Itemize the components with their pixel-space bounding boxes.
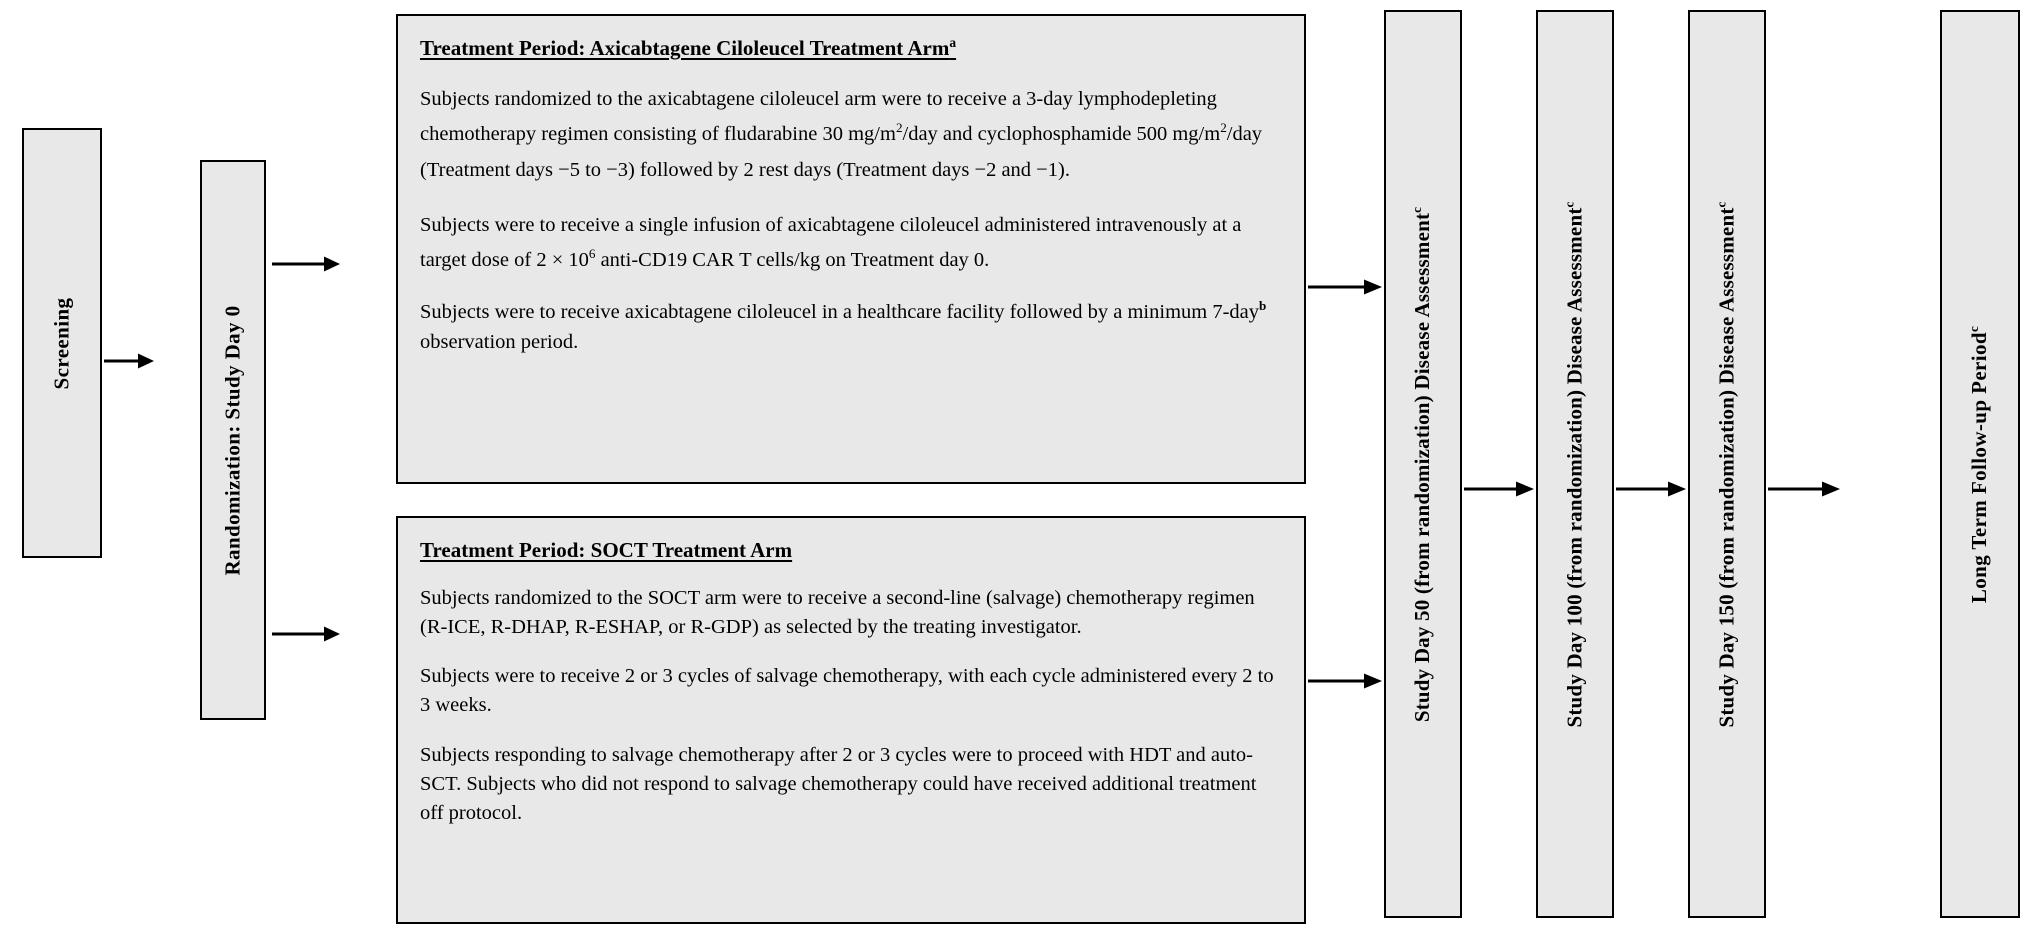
arrow-day150-to-longterm: [1768, 480, 1840, 498]
treatment-axicel-paragraph-3: Subjects were to receive axicabtagene ciloleucel in a healthcare facility followed by a minimum 7-day$^b$ observation period.: [420, 298, 1267, 353]
treatment-title-axicel-text: Treatment Period: Axicabtagene Ciloleucel Treatment Arm: [420, 36, 950, 60]
stage-label-long-term-followup: [1966, 325, 1992, 603]
stage-label-long-term-followup-footnote: c: [1966, 325, 1982, 332]
stage-label-day150-text: Study Day 150 (from randomization) Disease Assessment: [1714, 206, 1739, 728]
arrow-day100-to-day150: [1616, 480, 1686, 498]
treatment-box-axicel: [396, 14, 1306, 484]
stage-label-day150: [1713, 200, 1739, 728]
treatment-title-axicel-footnote: a: [949, 35, 957, 50]
arrow-randomization-to-axicel: [272, 255, 340, 273]
stage-label-day150-footnote: c: [1713, 200, 1729, 207]
stage-label-day50-text: Study Day 50 (from randomization) Disease Assessment: [1410, 212, 1435, 722]
arrow-day50-to-day100: [1464, 480, 1534, 498]
treatment-axicel-paragraph-2: Subjects were to receive a single infusion of axicabtagene ciloleucel administered intravenously at a target dose of $2 \times 10^6$ anti-CD19 CAR T cells/kg on Treatment day 0.: [420, 213, 1242, 272]
stage-label-screening: Screening: [49, 297, 74, 389]
treatment-title-axicel: [420, 36, 1282, 60]
treatment-axicel-paragraph-1: Subjects randomized to the axicabtagene ciloleucel arm were to receive a 3-day lymphodepleting chemotherapy regimen consisting of fludarabine 30 $mg/m^2$/day and cyclophosphamide 500 $mg/m^2$/day (Treatment days −5 to −3) followed by 2 rest days (Treatment days −2 and −1).: [420, 88, 1263, 181]
stage-box-day100: [1536, 10, 1614, 918]
treatment-soct-paragraph-1: Subjects randomized to the SOCT arm were to receive a second-line (salvage) chemotherapy regimen (R-ICE, R-DHAP, R-ESHAP, or R-GDP) as selected by the treating investigator.: [420, 587, 1255, 639]
stage-label-day100-text: Study Day 100 (from randomization) Disease Assessment: [1562, 206, 1587, 728]
stage-label-long-term-followup-text: Long Term Follow-up Period: [1967, 331, 1992, 603]
arrow-randomization-to-soct: [272, 625, 340, 643]
stage-box-day150: [1688, 10, 1766, 918]
stage-box-day50: [1384, 10, 1462, 918]
treatment-title-soct: [420, 538, 1282, 562]
treatment-soct-paragraph-3: Subjects responding to salvage chemotherapy after 2 or 3 cycles were to proceed with HDT and auto-SCT. Subjects who did not respond to salvage chemotherapy could have received additional treatment off protocol.: [420, 743, 1257, 824]
arrow-screening-to-randomization: [104, 352, 154, 370]
treatment-box-soct: [396, 516, 1306, 924]
stage-label-day50-footnote: c: [1409, 206, 1425, 213]
stage-label-day50: [1409, 206, 1435, 722]
stage-box-randomization: [200, 160, 266, 720]
arrow-axicel-to-day50: [1308, 278, 1382, 296]
treatment-soct-paragraph-2: Subjects were to receive 2 or 3 cycles of salvage chemotherapy, with each cycle administered every 2 to 3 weeks.: [420, 665, 1274, 717]
treatment-title-soct-text: Treatment Period: SOCT Treatment Arm: [420, 538, 793, 562]
stage-label-day100-footnote: c: [1561, 200, 1577, 207]
stage-label-day100: [1561, 200, 1587, 728]
stage-label-randomization: Randomization: Study Day 0: [220, 304, 245, 576]
stage-box-long-term-followup: [1940, 10, 2020, 918]
stage-box-screening: [22, 128, 102, 558]
arrow-soct-to-day50: [1308, 672, 1382, 690]
